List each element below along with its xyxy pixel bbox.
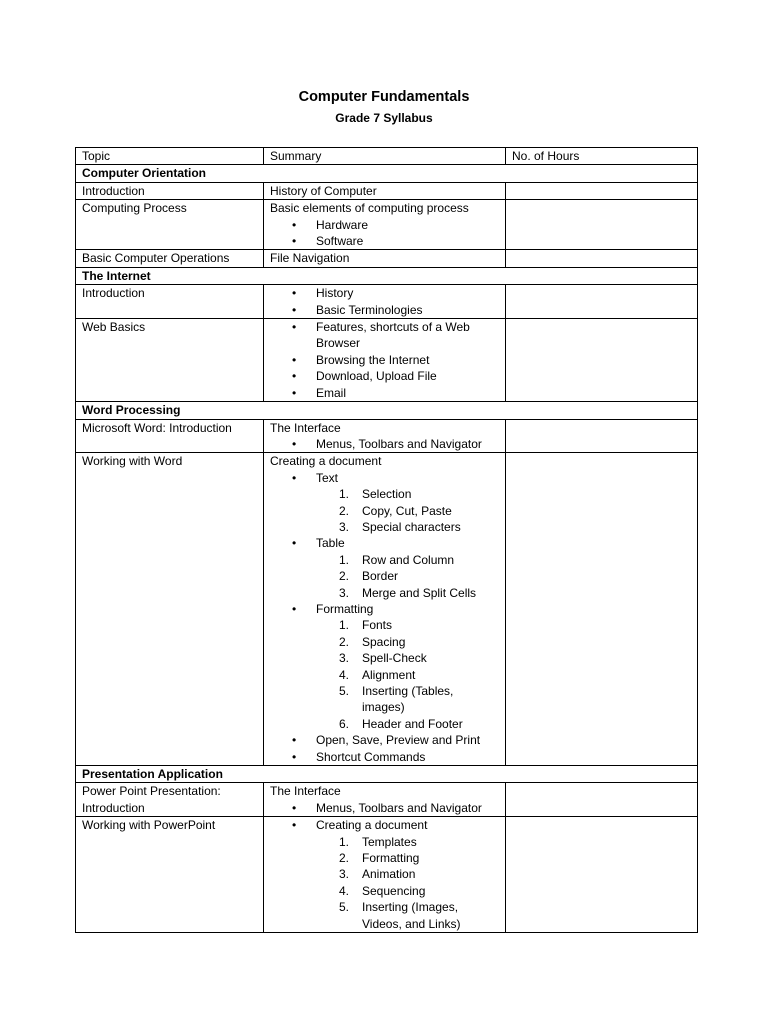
summary-cell: [264, 453, 506, 766]
list-item-label: Formatting: [316, 601, 374, 616]
list-item: • Shortcut Commands: [270, 749, 499, 765]
numbered-item: 6. Header and Footer: [339, 716, 463, 731]
numbered-item-label: Templates: [362, 834, 417, 849]
list-item-label: Creating a document: [316, 818, 428, 833]
list-item: • Hardware: [270, 217, 499, 233]
bullet-list: [270, 436, 499, 452]
numbered-item: 5. Inserting (Images, Videos, and Links): [339, 900, 461, 931]
list-item: • History: [270, 285, 499, 301]
list-item: • Features, shortcuts of a Web Browser: [270, 319, 499, 352]
table-row: [76, 285, 698, 319]
numbered-item-label: Sequencing: [362, 883, 426, 898]
numbered-item: 2. Formatting: [339, 851, 420, 866]
table-row: [76, 817, 698, 933]
numbered-item-label: Spell-Check: [362, 651, 427, 666]
summary-cell: [264, 319, 506, 402]
numbered-list: [316, 617, 499, 732]
numbered-item: 1. Selection: [339, 487, 412, 502]
numbered-item-label: Animation: [362, 867, 416, 882]
topic-cell: Microsoft Word: Introduction: [76, 419, 264, 453]
section-row: [76, 165, 698, 182]
table-row: [76, 200, 698, 250]
list-item: • Menus, Toolbars and Navigator: [270, 436, 499, 452]
list-item-label: Text: [316, 470, 339, 485]
list-item: • Download, Upload File: [270, 368, 499, 384]
list-item: [270, 470, 499, 536]
bullet-list: [270, 217, 499, 250]
summary-cell: [264, 200, 506, 250]
summary-cell: [264, 817, 506, 933]
numbered-item-label: Spacing: [362, 634, 406, 649]
numbered-item-label: Merge and Split Cells: [362, 585, 477, 600]
numbered-item: 4. Sequencing: [339, 883, 426, 898]
section-row: [76, 402, 698, 419]
summary-cell: [264, 783, 506, 817]
table-row: [76, 250, 698, 267]
section-row: [76, 766, 698, 783]
bullet-list: [270, 817, 499, 932]
list-item: • Basic Terminologies: [270, 302, 499, 318]
numbered-list: [316, 834, 499, 932]
bullet-list: [270, 470, 499, 765]
numbered-item-label: Inserting (Images, Videos, and Links): [362, 900, 461, 931]
document-title: Computer Fundamentals: [298, 89, 470, 105]
numbered-item-label: Selection: [362, 487, 412, 502]
numbered-list: [316, 552, 499, 601]
syllabus-table: [75, 147, 698, 933]
list-item: • Software: [270, 233, 499, 249]
numbered-item: 3. Animation: [339, 867, 416, 882]
topic-cell: Power Point Presentation: Introduction: [76, 783, 264, 817]
hours-cell: [506, 817, 698, 933]
list-item-label: Table: [316, 536, 345, 551]
numbered-item: 3. Spell-Check: [339, 651, 427, 666]
numbered-item-label: Border: [362, 569, 399, 584]
summary-cell: History of Computer: [264, 182, 506, 199]
numbered-item: 2. Copy, Cut, Paste: [339, 503, 452, 518]
hours-cell: [506, 319, 698, 402]
hours-cell: [506, 182, 698, 199]
bullet-list: [270, 319, 499, 401]
table-row: [76, 419, 698, 453]
hours-cell: [506, 200, 698, 250]
table-row: [76, 783, 698, 817]
table-row: [76, 182, 698, 199]
topic-cell: Computing Process: [76, 200, 264, 250]
section-row: [76, 267, 698, 284]
header-topic: Topic: [76, 148, 264, 165]
summary-cell: [264, 419, 506, 453]
hours-cell: [506, 419, 698, 453]
document-subtitle: Grade 7 Syllabus: [335, 111, 433, 125]
header-summary: Summary: [264, 148, 506, 165]
section-the-internet: The Internet: [76, 267, 698, 284]
topic-cell: Working with PowerPoint: [76, 817, 264, 933]
section-word-processing: Word Processing: [76, 402, 698, 419]
topic-cell: Working with Word: [76, 453, 264, 766]
table-header-row: [76, 148, 698, 165]
list-item: • Email: [270, 385, 499, 401]
table-row: [76, 453, 698, 766]
section-presentation-application: Presentation Application: [76, 766, 698, 783]
numbered-item: 1. Row and Column: [339, 552, 455, 567]
header-hours: No. of Hours: [506, 148, 698, 165]
topic-cell: Introduction: [76, 285, 264, 319]
numbered-item-label: Special characters: [362, 519, 461, 534]
section-computer-orientation: Computer Orientation: [76, 165, 698, 182]
summary-text: Creating a document: [270, 454, 382, 469]
summary-cell: File Navigation: [264, 250, 506, 267]
numbered-item: 2. Spacing: [339, 634, 406, 649]
numbered-item: 3. Special characters: [339, 519, 461, 534]
numbered-item-label: Header and Footer: [362, 716, 463, 731]
list-item: • Menus, Toolbars and Navigator: [270, 800, 499, 816]
bullet-list: [270, 285, 499, 318]
bullet-list: [270, 800, 499, 816]
numbered-item-label: Alignment: [362, 667, 416, 682]
numbered-item: 4. Alignment: [339, 667, 416, 682]
numbered-item: 1. Fonts: [339, 618, 393, 633]
numbered-item: 1. Templates: [339, 834, 417, 849]
list-item: [270, 601, 499, 732]
table-row: [76, 319, 698, 402]
summary-text: Basic elements of computing process: [270, 201, 469, 216]
hours-cell: [506, 453, 698, 766]
summary-cell: [264, 285, 506, 319]
numbered-list: [316, 486, 499, 535]
numbered-item-label: Fonts: [362, 618, 393, 633]
summary-text: The Interface: [270, 420, 341, 435]
numbered-item: 5. Inserting (Tables, images): [339, 684, 454, 715]
topic-cell: Web Basics: [76, 319, 264, 402]
numbered-item: 2. Border: [339, 569, 399, 584]
topic-cell: Introduction: [76, 182, 264, 199]
hours-cell: [506, 285, 698, 319]
numbered-item: 3. Merge and Split Cells: [339, 585, 477, 600]
numbered-item-label: Inserting (Tables, images): [362, 684, 454, 715]
summary-text: The Interface: [270, 784, 341, 799]
numbered-item-label: Formatting: [362, 851, 420, 866]
topic-cell: Basic Computer Operations: [76, 250, 264, 267]
list-item: • Open, Save, Preview and Print: [270, 732, 499, 748]
list-item: [270, 535, 499, 601]
hours-cell: [506, 250, 698, 267]
numbered-item-label: Row and Column: [362, 552, 455, 567]
list-item: [270, 817, 499, 932]
hours-cell: [506, 783, 698, 817]
numbered-item-label: Copy, Cut, Paste: [362, 503, 452, 518]
list-item: • Browsing the Internet: [270, 352, 499, 368]
